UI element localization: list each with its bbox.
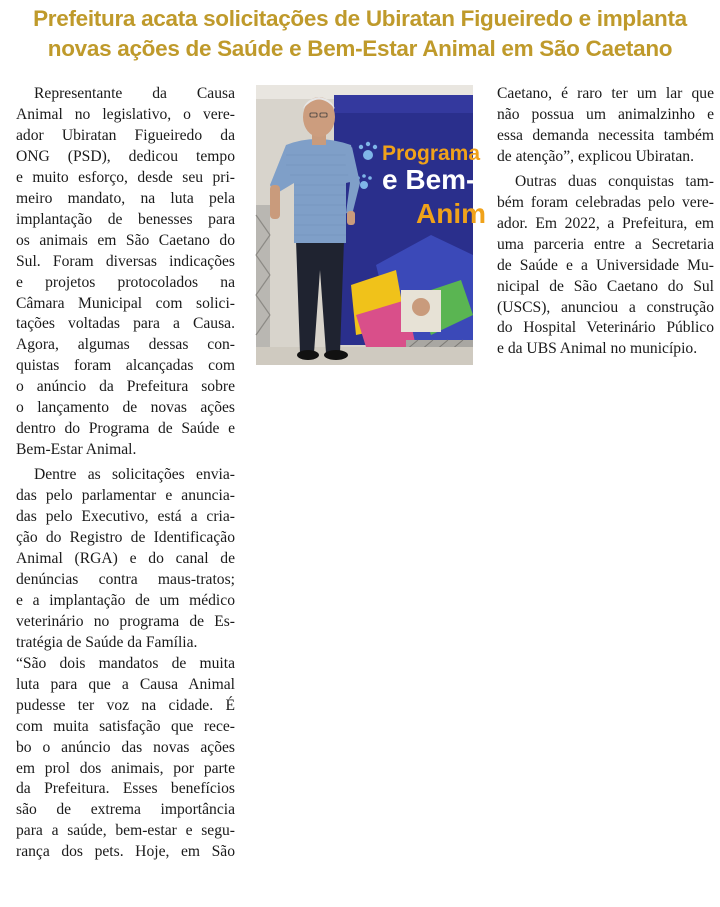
text-line: e muito esforço, desde seu pri- bbox=[16, 168, 235, 186]
text-line: “São dois mandatos de muita bbox=[16, 654, 235, 672]
text-line: luta para que a Causa Animal bbox=[16, 675, 235, 693]
banner-text-2: e Bem- bbox=[382, 164, 476, 195]
article-column-3 bbox=[497, 84, 714, 360]
text-line: não possua um animalzinho e bbox=[497, 105, 714, 123]
text-line: meiro mandato, na luta pela bbox=[16, 189, 235, 207]
paragraph-2 bbox=[16, 465, 235, 863]
text-line: implantação de benesses para bbox=[16, 210, 235, 228]
banner-text-1: Programa bbox=[382, 142, 481, 165]
paragraph-1 bbox=[16, 84, 235, 461]
text-line: ONG (PSD), dedicou tempo bbox=[16, 147, 235, 165]
text-line: ador. Em 2022, a Prefeitura, em bbox=[497, 214, 714, 232]
text-line: das pelo parlamentar e anuncia- bbox=[16, 487, 235, 505]
text-line: o lançamento de novas ações bbox=[16, 399, 235, 417]
banner-text-3: Anim bbox=[416, 198, 486, 229]
text-line: Caetano, é raro ter um lar que bbox=[497, 85, 714, 102]
text-line: para a saúde, bem-estar e segu- bbox=[16, 822, 235, 840]
text-line: nicipal de São Caetano do Sul bbox=[497, 277, 714, 295]
text-line: Outras duas conquistas tam- bbox=[515, 172, 714, 190]
headline-line-2: novas ações de Saúde e Bem-Estar Animal em São Caetano bbox=[47, 36, 673, 61]
text-line: tações voltadas para a Causa. bbox=[16, 315, 235, 333]
text-line: (USCS), anunciou a construção bbox=[497, 298, 714, 316]
text-line: de atenção”, explicou Ubiratan. bbox=[497, 147, 694, 165]
text-line: Câmara Municipal com solici- bbox=[16, 294, 235, 312]
text-line: Sul. Foram diversas indicações bbox=[16, 252, 235, 270]
text-line: em prol dos animais, por parte bbox=[16, 759, 235, 777]
text-line: veterinário no programa de Es- bbox=[16, 612, 235, 630]
text-line: de Saúde e a Universidade Mu- bbox=[497, 256, 714, 274]
text-line: do Hospital Veterinário Público bbox=[497, 319, 714, 337]
text-line: bém foram celebradas pelo vere- bbox=[497, 193, 714, 211]
text-line: são de extrema importância bbox=[16, 801, 235, 819]
text-line: pudesse ter voz na cidade. É bbox=[16, 696, 235, 714]
text-line: quistas foram alcançadas com bbox=[16, 357, 235, 375]
text-line: Dentre as solicitações envia- bbox=[34, 466, 235, 484]
text-line: tratégia de Saúde da Família. bbox=[16, 633, 198, 651]
text-line: da Prefeitura. Esses benefícios bbox=[16, 780, 235, 798]
text-line: Animal (RGA) e do canal de bbox=[16, 549, 235, 567]
text-line: dentro do Programa de Saúde e bbox=[16, 420, 235, 438]
text-line: o anúncio da Prefeitura sobre bbox=[16, 378, 235, 396]
paragraph-3 bbox=[497, 84, 714, 168]
text-line: com muita satisfação que rece- bbox=[16, 717, 235, 735]
text-line: e projetos protocolados na bbox=[16, 273, 235, 291]
text-line: e a implantação de um médico bbox=[16, 591, 235, 609]
article-column-1 bbox=[16, 84, 235, 863]
text-line: ador Ubiratan Figueiredo da bbox=[16, 126, 235, 144]
text-line: Bem-Estar Animal. bbox=[16, 441, 137, 459]
text-line: rança dos pets. Hoje, em São bbox=[16, 843, 235, 861]
text-line: e da UBS Animal no município. bbox=[497, 340, 698, 358]
headline-line-1: Prefeitura acata solicitações de Ubiratan Figueiredo e implanta bbox=[33, 6, 687, 31]
text-line: das pelo Executivo, está a cria- bbox=[16, 508, 235, 526]
article-headline bbox=[10, 4, 710, 64]
text-line: denúncias contra maus-tratos; bbox=[16, 570, 235, 588]
paragraph-4 bbox=[497, 172, 714, 361]
text-line: uma parceria entre a Secretaria bbox=[497, 235, 714, 253]
photo-illustration bbox=[256, 85, 486, 365]
text-line: Animal no legislativo, o vere- bbox=[16, 105, 235, 123]
text-line: Representante da Causa bbox=[34, 85, 235, 102]
text-line: essa demanda necessita também bbox=[497, 126, 714, 144]
text-line: bo o anúncio das novas ações bbox=[16, 738, 235, 756]
text-line: os animais em São Caetano do bbox=[16, 231, 235, 249]
article-photo bbox=[256, 85, 486, 365]
text-line: Agora, algumas dessas con- bbox=[16, 336, 235, 354]
text-line: ção do Registro de Identificação bbox=[16, 529, 235, 547]
